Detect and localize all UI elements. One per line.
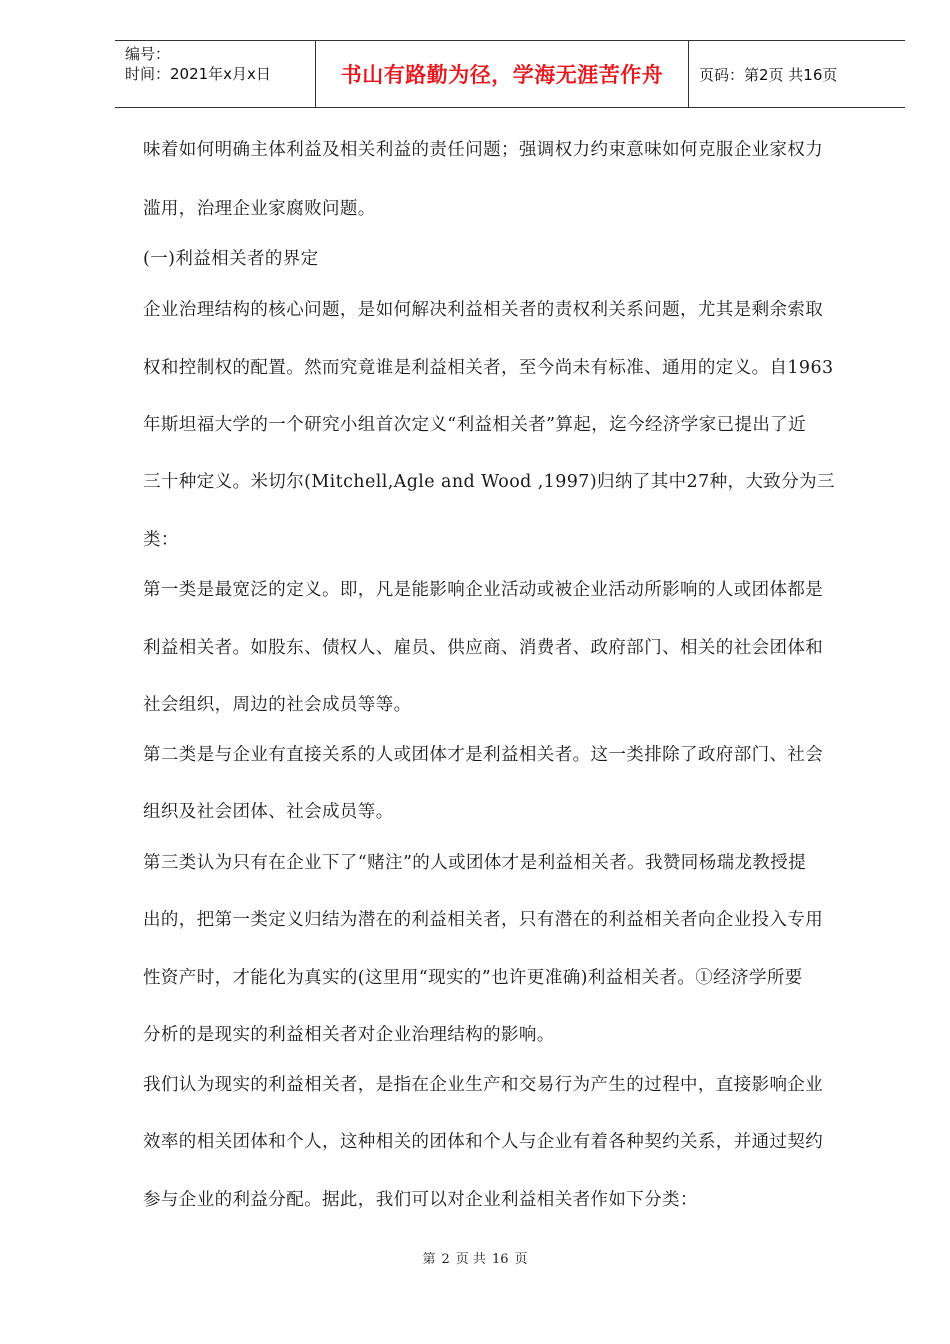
section-heading: (一)利益相关者的界定 <box>143 249 319 269</box>
body-line: 参与企业的利益分配。据此，我们可以对企业利益相关者作如下分类： <box>143 1190 698 1210</box>
body-line: 味着如何明确主体利益及相关利益的责任问题；强调权力约束意味如何克服企业家权力 <box>143 140 824 160</box>
body-line: 年斯坦福大学的一个研究小组首次定义“利益相关者”算起，迄今经济学家已提出了近 <box>143 415 807 435</box>
body-line: 性资产时，才能化为真实的(这里用“现实的”也许更准确)利益相关者。①经济学所要 <box>143 968 803 988</box>
header-motto-cell <box>315 41 689 107</box>
footer-mid: 页 共 <box>455 1252 486 1267</box>
body-line: 出的，把第一类定义归结为潜在的利益相关者，只有潜在的利益相关者向企业投入专用 <box>143 910 824 930</box>
body-line: 第三类认为只有在企业下了“赌注”的人或团体才是利益相关者。我赞同杨瑞龙教授提 <box>143 853 807 873</box>
document-time-label: 时间：2021年x月x日 <box>125 65 271 83</box>
page-header <box>115 40 905 108</box>
body-line: 组织及社会团体、社会成员等。 <box>143 802 394 822</box>
body-line: 第一类是最宽泛的定义。即，凡是能影响企业活动或被企业活动所影响的人或团体都是 <box>143 580 824 600</box>
header-meta <box>115 41 315 107</box>
body-line: 企业治理结构的核心问题，是如何解决利益相关者的责权利关系问题，尤其是剩余索取 <box>143 300 824 320</box>
footer-total-pages: 16 <box>491 1252 509 1267</box>
body-line: 第二类是与企业有直接关系的人或团体才是利益相关者。这一类排除了政府部门、社会 <box>143 745 824 765</box>
header-motto: 书山有路勤为径，学海无涯苦作舟 <box>340 63 664 87</box>
page-footer <box>0 1248 950 1267</box>
footer-suffix: 页 <box>514 1252 528 1267</box>
body-line: 分析的是现实的利益相关者对企业治理结构的影响。 <box>143 1025 555 1045</box>
header-page-info: 页码：第2页 共16页 <box>699 65 838 84</box>
body-line: 我们认为现实的利益相关者，是指在企业生产和交易行为产生的过程中，直接影响企业 <box>143 1075 824 1095</box>
body-line: 权和控制权的配置。然而究竟谁是利益相关者，至今尚未有标准、通用的定义。自1963 <box>143 358 834 378</box>
footer-page-number: 2 <box>441 1252 450 1267</box>
body-line: 利益相关者。如股东、债权人、雇员、供应商、消费者、政府部门、相关的社会团体和 <box>143 638 824 658</box>
body-line: 三十种定义。米切尔(Mitchell,Agle and Wood ,1997)归纳了其中27种，大致分为三 <box>143 472 835 492</box>
body-line: 效率的相关团体和个人，这种相关的团体和个人与企业有着各种契约关系，并通过契约 <box>143 1132 824 1152</box>
body-line: 滥用，治理企业家腐败问题。 <box>143 199 376 219</box>
footer-prefix: 第 <box>422 1252 436 1267</box>
document-number-label: 编号： <box>125 45 171 63</box>
body-line: 类： <box>143 530 179 550</box>
body-line: 社会组织，周边的社会成员等等。 <box>143 695 412 715</box>
